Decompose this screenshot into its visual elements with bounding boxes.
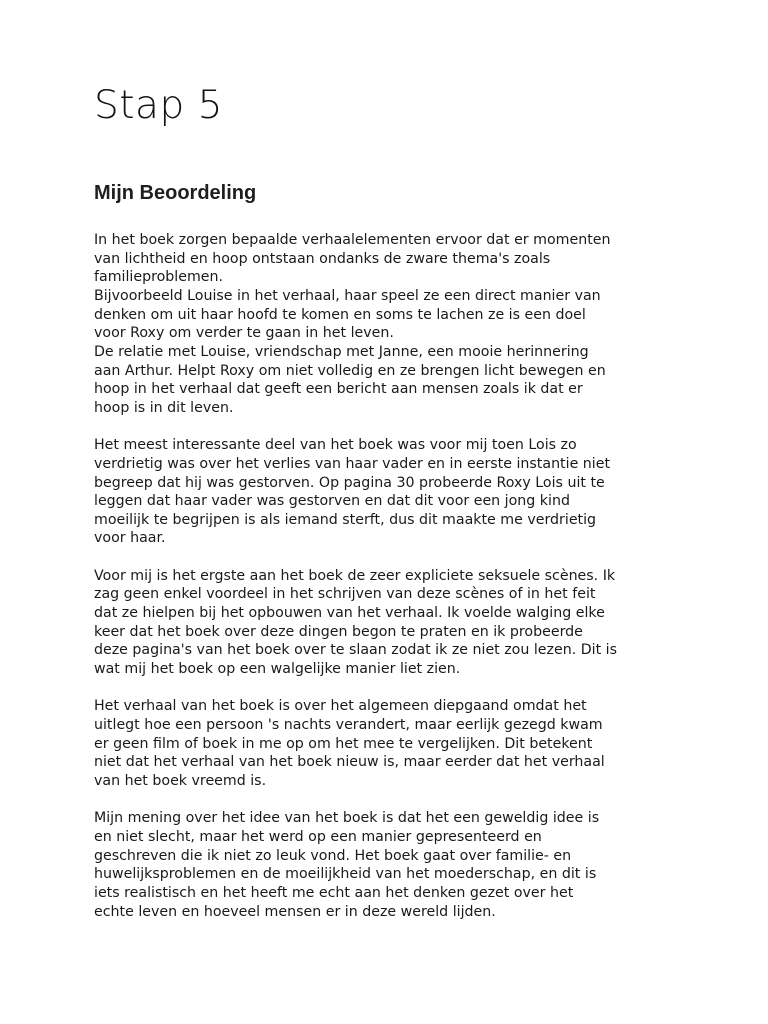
paragraph-line: voor Roxy om verder te gaan in het leven.: [94, 325, 394, 342]
paragraph-line: en niet slecht, maar het werd op een manier gepresenteerd en: [94, 828, 542, 845]
paragraph-line: zag geen enkel voordeel in het schrijven van deze scènes of in het feit: [94, 586, 596, 603]
paragraph-line: Bijvoorbeeld Louise in het verhaal, haar speel ze een direct manier van: [94, 287, 601, 304]
paragraph-line: deze pagina's van het boek over te slaan zodat ik ze niet zou lezen. Dit is: [94, 642, 617, 659]
paragraph-line: familieproblemen.: [94, 269, 223, 286]
paragraph-line: huwelijksproblemen en de moeilijkheid van het moederschap, en dit is: [94, 866, 597, 883]
paragraph-line: van lichtheid en hoop ontstaan ondanks de zware thema's zoals: [94, 250, 551, 267]
paragraph-line: niet dat het verhaal van het boek nieuw is, maar eerder dat het verhaal: [94, 754, 605, 771]
paragraph-line: van het boek vreemd is.: [94, 772, 267, 789]
paragraph-line: leggen dat haar vader was gestorven en dat dit voor een jong kind: [94, 493, 570, 510]
paragraph-line: echte leven en hoeveel mensen er in deze wereld lijden.: [94, 903, 496, 920]
paragraph-line: dat ze hielpen bij het opbouwen van het verhaal. Ik voelde walging elke: [94, 605, 605, 622]
paragraph-line: Mijn mening over het idee van het boek is dat het een geweldig idee is: [94, 810, 600, 827]
paragraph-line: er geen film of boek in me op om het mee te vergelijken. Dit betekent: [94, 735, 593, 752]
page-title: Stap 5: [94, 83, 223, 128]
paragraph-line: wat mij het boek op een walgelijke manier liet zien.: [94, 661, 461, 678]
body-paragraph: [94, 436, 684, 548]
paragraph-line: hoop is in dit leven.: [94, 399, 234, 416]
paragraph-line: denken om uit haar hoofd te komen en soms te lachen ze is een doel: [94, 306, 586, 323]
paragraph-line: Het meest interessante deel van het boek was voor mij toen Lois zo: [94, 437, 577, 454]
paragraph-line: keer dat het boek over deze dingen begon te praten en ik probeerde: [94, 623, 583, 640]
paragraph-line: Voor mij is het ergste aan het boek de zeer expliciete seksuele scènes. Ik: [94, 567, 616, 584]
paragraph-line: begreep dat hij was gestorven. Op pagina 30 probeerde Roxy Lois uit te: [94, 474, 605, 491]
section-heading: Mijn Beoordeling: [94, 182, 257, 204]
paragraph-line: geschreven die ik niet zo leuk vond. Het boek gaat over familie- en: [94, 847, 572, 864]
body-paragraph: [94, 697, 684, 790]
body-paragraph: [94, 809, 684, 921]
body-paragraph: [94, 567, 684, 679]
paragraph-line: uitlegt hoe een persoon 's nachts verandert, maar eerlijk gezegd kwam: [94, 717, 603, 734]
paragraph-line: moeilijk te begrijpen is als iemand sterft, dus dit maakte me verdrietig: [94, 511, 597, 528]
document-body: [94, 231, 684, 940]
paragraph-line: De relatie met Louise, vriendschap met Janne, een mooie herinnering: [94, 343, 589, 360]
body-paragraph: [94, 231, 684, 418]
paragraph-line: Het verhaal van het boek is over het algemeen diepgaand omdat het: [94, 698, 587, 715]
paragraph-line: voor haar.: [94, 530, 166, 547]
paragraph-line: iets realistisch en het heeft me echt aan het denken gezet over het: [94, 884, 574, 901]
paragraph-line: In het boek zorgen bepaalde verhaalelementen ervoor dat er momenten: [94, 232, 611, 248]
paragraph-line: aan Arthur. Helpt Roxy om niet volledig en ze brengen licht bewegen en: [94, 362, 606, 379]
paragraph-line: verdrietig was over het verlies van haar vader en in eerste instantie niet: [94, 455, 611, 472]
paragraph-line: hoop in het verhaal dat geeft een bericht aan mensen zoals ik dat er: [94, 381, 583, 398]
